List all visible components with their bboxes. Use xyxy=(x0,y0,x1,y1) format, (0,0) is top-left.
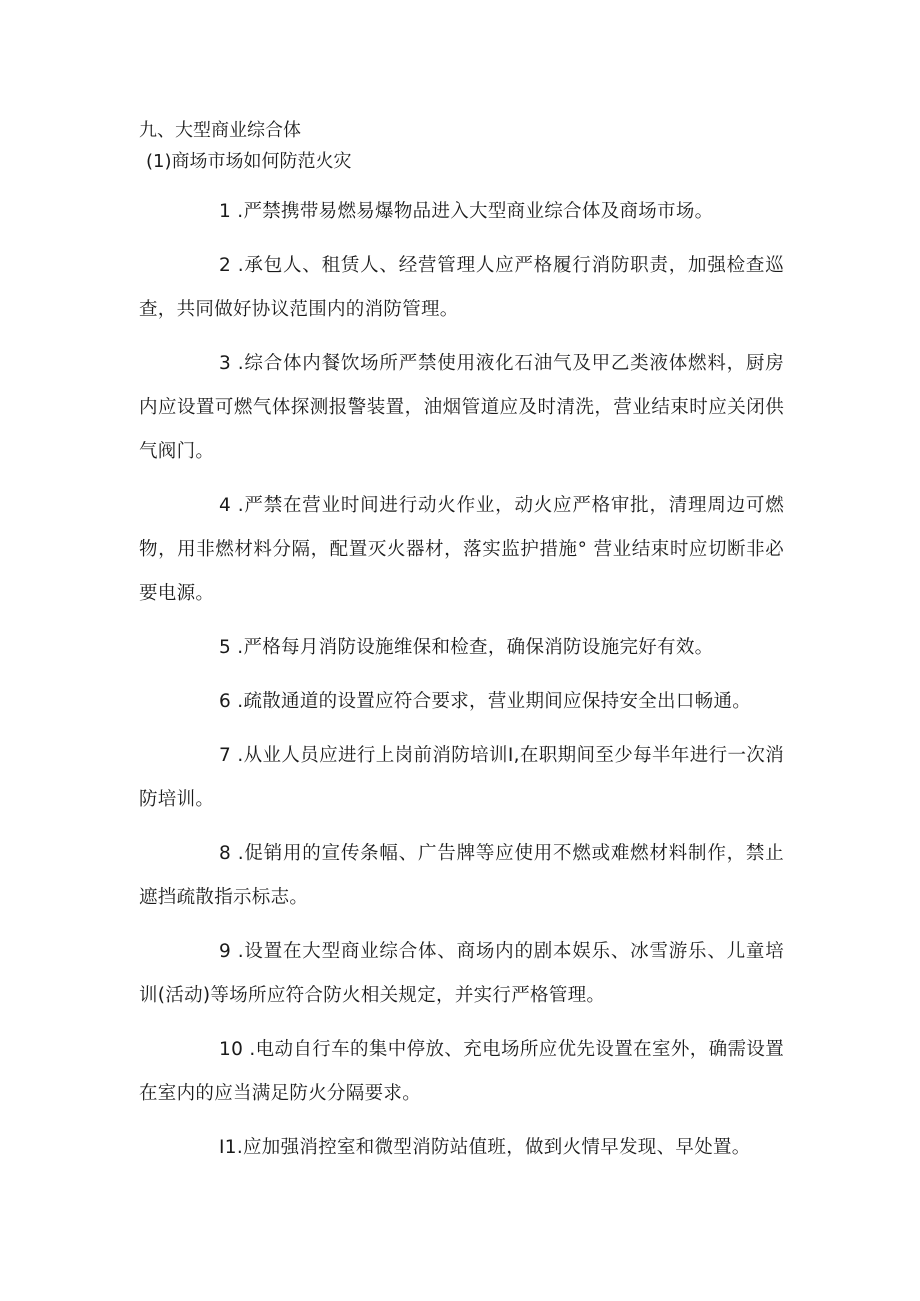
list-item xyxy=(139,930,784,1018)
item-number: I1 xyxy=(219,1137,237,1158)
list-item xyxy=(139,244,784,332)
section-title: 九、大型商业综合体 xyxy=(139,120,301,141)
list-item xyxy=(139,1028,784,1116)
item-number: 6 xyxy=(219,691,232,712)
item-text: .电动自行车的集中停放、充电场所应优先设置在室外，确需设置在室内的应当满足防火分隔要求。 xyxy=(139,1039,784,1104)
list-item xyxy=(139,1126,784,1170)
item-number: 4 xyxy=(219,495,232,516)
item-text: .严禁在营业时间进行动火作业，动火应严格审批，清理周边可燃物，用非燃材料分隔，配置灭火器材，落实监护措施° 营业结束时应切断非必要电源。 xyxy=(139,495,784,604)
list-item xyxy=(139,190,784,234)
rules-list xyxy=(139,190,784,1180)
list-item xyxy=(139,680,784,724)
item-number: 10 xyxy=(219,1039,244,1060)
item-text: .承包人、租赁人、经营管理人应严格履行消防职责，加强检查巡查，共同做好协议范围内的消防管理。 xyxy=(139,255,784,320)
item-number: 3 xyxy=(219,353,232,374)
item-text: .严禁携带易燃易爆物品进入大型商业综合体及商场市场。 xyxy=(231,201,714,222)
item-number: 5 xyxy=(219,637,232,658)
list-item xyxy=(139,734,784,822)
item-number: 1 xyxy=(219,201,232,222)
item-number: 8 xyxy=(219,843,232,864)
list-item xyxy=(139,626,784,670)
list-item xyxy=(139,832,784,920)
item-text: .设置在大型商业综合体、商场内的剧本娱乐、冰雪游乐、儿童培训(活动)等场所应符合防火相关规定，并实行严格管理。 xyxy=(139,941,784,1006)
item-text: .综合体内餐饮场所严禁使用液化石油气及甲乙类液体燃料，厨房内应设置可燃气体探测报警装置，油烟管道应及时清洗，营业结束时应关闭供气阀门。 xyxy=(139,353,784,462)
item-text: .疏散通道的设置应符合要求，营业期间应保持安全出口畅通。 xyxy=(231,691,752,712)
item-text: .应加强消控室和微型消防站值班，做到火情早发现、早处置。 xyxy=(236,1137,751,1158)
item-number: 2 xyxy=(219,255,232,276)
item-text: .严格每月消防设施维保和检查，确保消防设施完好有效。 xyxy=(231,637,714,658)
list-item xyxy=(139,342,784,474)
item-text: .从业人员应进行上岗前消防培训I,在职期间至少每半年进行一次消防培训。 xyxy=(139,745,784,810)
list-item xyxy=(139,484,784,616)
item-text: .促销用的宣传条幅、广告牌等应使用不燃或难燃材料制作，禁止遮挡疏散指示标志。 xyxy=(139,843,784,908)
item-number: 9 xyxy=(219,941,232,962)
sub-title: (1)商场市场如何防范火灾 xyxy=(146,151,352,172)
item-number: 7 xyxy=(219,745,232,766)
